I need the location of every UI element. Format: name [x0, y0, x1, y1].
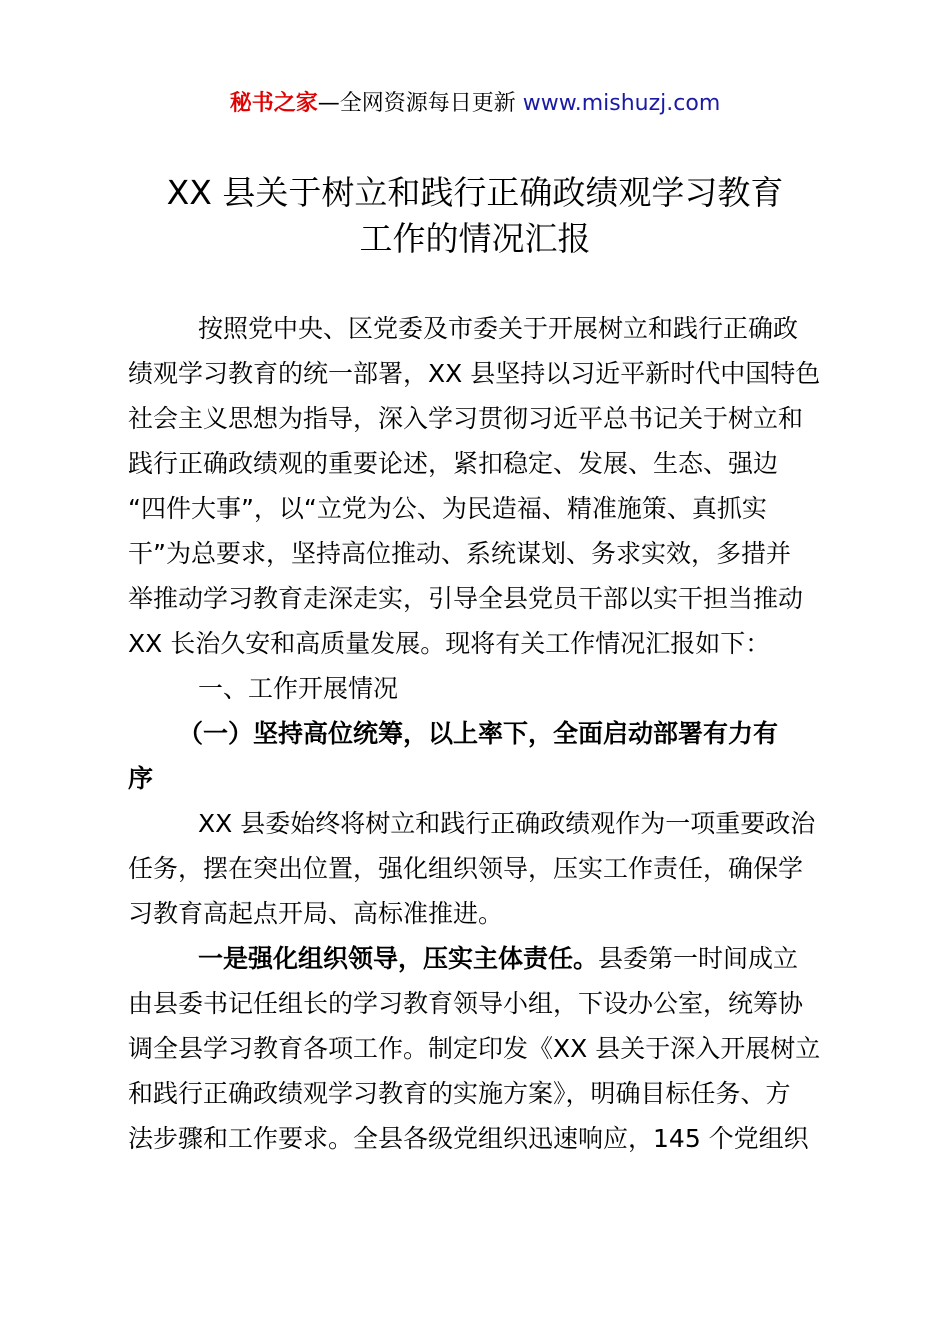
site-header	[0, 88, 950, 120]
section-heading: 一、工作开展情况	[198, 674, 399, 703]
document-title	[60, 170, 890, 262]
title-line-2: 工作的情况汇报	[359, 219, 591, 258]
paragraph-line: 法步骤和工作要求。全县各级党组织迅速响应，145 个党组织	[128, 1124, 809, 1153]
paragraph-line: 调全县学习教育各项工作。制定印发《XX 县关于深入开展树立	[128, 1034, 821, 1063]
paragraph-lead: 一是强化组织领导，压实主体责任。	[198, 944, 599, 973]
paragraph-line: 习教育高起点开局、高标准推进。	[128, 899, 504, 928]
paragraph-line: 社会主义思想为指导，深入学习贯彻习近平总书记关于树立和	[128, 404, 804, 433]
paragraph-line: 和践行正确政绩观学习教育的实施方案》，明确目标任务、方	[128, 1079, 791, 1108]
paragraph-line: 绩观学习教育的统一部署，XX 县坚持以习近平新时代中国特色	[128, 359, 821, 388]
paragraph-line: XX 长治久安和高质量发展。现将有关工作情况汇报如下：	[128, 629, 771, 658]
subsection-heading: （一）坚持高位统筹，以上率下，全面启动部署有力有	[178, 719, 779, 748]
title-line-1: XX 县关于树立和践行正确政绩观学习教育	[166, 173, 784, 212]
paragraph-line: 践行正确政绩观的重要论述，紧扣稳定、发展、生态、强边	[128, 449, 779, 478]
paragraph-text: 县委第一时间成立	[598, 944, 799, 973]
paragraph-line: 举推动学习教育走深走实，引导全县党员干部以实干担当推动	[128, 584, 804, 613]
paragraph-line: 按照党中央、区党委及市委关于开展树立和践行正确政	[198, 314, 799, 343]
paragraph-line: “四件大事”，以“立党为公、为民造福、精准施策、真抓实	[128, 494, 767, 523]
header-tagline: —全网资源每日更新	[317, 91, 523, 116]
paragraph-line: XX 县委始终将树立和践行正确政绩观作为一项重要政治	[198, 809, 816, 838]
site-url-link[interactable]: www.mishuzj.com	[522, 91, 721, 116]
subsection-heading-cont: 序	[128, 764, 154, 793]
document-body	[128, 306, 832, 1161]
paragraph-line: 由县委书记任组长的学习教育领导小组，下设办公室，统筹协	[128, 989, 804, 1018]
paragraph-first-line	[128, 936, 832, 981]
paragraph-line: 任务，摆在突出位置，强化组织领导，压实工作责任，确保学	[128, 854, 804, 883]
paragraph-line: 干”为总要求，坚持高位推动、系统谋划、务求实效，多措并	[128, 539, 791, 568]
brand-name: 秘书之家	[229, 91, 318, 116]
